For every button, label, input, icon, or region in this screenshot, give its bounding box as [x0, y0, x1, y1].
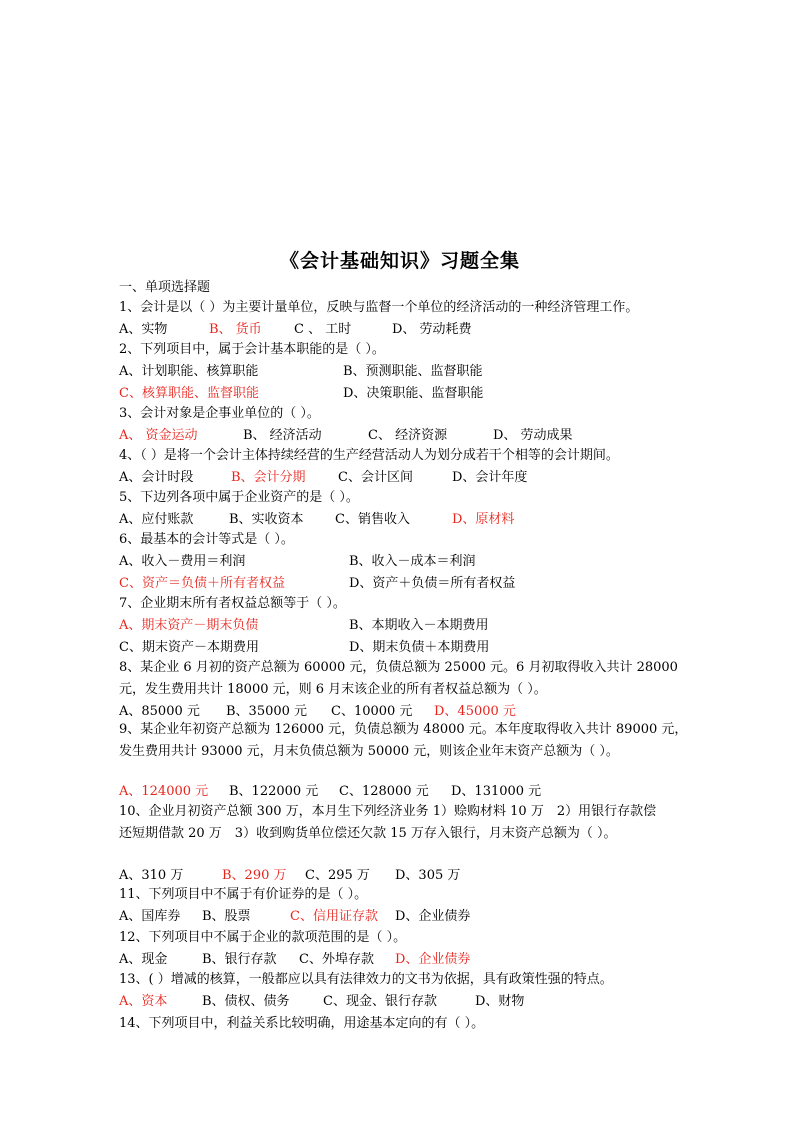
- correct-answer-option: A、124000 元: [119, 784, 209, 799]
- answer-option: B、股票: [202, 909, 251, 924]
- question-stem: 3、会计对象是企事业单位的（ ）。: [119, 406, 320, 421]
- correct-answer-option: B、会计分期: [231, 470, 306, 485]
- correct-answer-option: B、 货币: [209, 322, 262, 337]
- answer-option: A、85000 元: [119, 704, 200, 719]
- options-row: [119, 554, 719, 570]
- answer-option: D、财物: [475, 994, 525, 1009]
- correct-answer-option: D、45000 元: [434, 704, 516, 719]
- question-stem: 还短期借款 20 万 3）收到购货单位偿还欠款 15 万存入银行，月末资产总额为（ ）。: [119, 826, 617, 841]
- correct-answer-option: C、资产＝负债＋所有者权益: [119, 576, 285, 591]
- question-stem: 8、某企业 6 月初的资产总额为 60000 元，负债总额为 25000 元。6 月初取得收入共计 28000: [119, 660, 678, 675]
- question-stem: 13、( ）增减的核算，一般都应以具有法律效力的文书为依据，具有政策性强的特点。: [119, 972, 613, 987]
- answer-option: D、决策职能、监督职能: [343, 386, 484, 401]
- options-row: [119, 704, 719, 720]
- answer-option: B、本期收入－本期费用: [349, 618, 489, 633]
- correct-answer-option: B、290 万: [222, 868, 287, 883]
- document-title: 《会计基础知识》习题全集: [279, 250, 520, 272]
- answer-option: B、债权、债务: [202, 994, 290, 1009]
- options-row: [119, 909, 719, 925]
- correct-answer-option: A、资本: [119, 994, 168, 1009]
- question-stem: 1、会计是以（ ）为主要计量单位，反映与监督一个单位的经济活动的一种经济管理工作。: [119, 300, 639, 315]
- answer-option: D、资产＋负债＝所有者权益: [349, 576, 516, 591]
- options-row: [119, 952, 719, 968]
- answer-option: C、外埠存款: [299, 952, 374, 967]
- answer-option: C、会计区间: [338, 470, 413, 485]
- question-stem: 12、下列项目中不属于企业的款项范围的是（ ）。: [119, 930, 407, 945]
- options-row: [119, 512, 719, 528]
- correct-answer-option: D、企业债券: [395, 952, 471, 967]
- answer-option: A、计划职能、核算职能: [119, 364, 259, 379]
- question-stem: 元，发生费用共计 18000 元，则 6 月末该企业的所有者权益总额为（ ）。: [119, 682, 547, 697]
- correct-answer-option: A、期末资产－期末负债: [119, 618, 259, 633]
- question-stem: 7、企业期末所有者权益总额等于（ ）。: [119, 596, 346, 611]
- answer-option: D、会计年度: [452, 470, 528, 485]
- correct-answer-option: D、原材料: [452, 512, 515, 527]
- options-row: [119, 386, 719, 402]
- answer-option: C、 经济资源: [368, 428, 448, 443]
- options-row: [119, 994, 719, 1010]
- question-stem: 发生费用共计 93000 元，月末负债总额为 50000 元，则该企业年末资产总额为（ ）。: [119, 744, 619, 759]
- answer-option: D、305 万: [395, 868, 461, 883]
- answer-option: A、310 万: [119, 868, 184, 883]
- options-row: [119, 322, 719, 338]
- question-stem: 6、最基本的会计等式是（ ）。: [119, 532, 294, 547]
- question-stem: 2、下列项目中，属于会计基本职能的是（ ）。: [119, 342, 385, 357]
- answer-option: D、 劳动耗费: [392, 322, 472, 337]
- answer-option: B、 经济活动: [243, 428, 322, 443]
- options-row: [119, 640, 719, 656]
- answer-option: C、现金、银行存款: [323, 994, 437, 1009]
- correct-answer-option: A、 资金运动: [119, 428, 198, 443]
- options-row: [119, 576, 719, 592]
- section-heading: 一、单项选择题: [119, 280, 211, 295]
- question-stem: 11、下列项目中不属于有价证券的是（ ）。: [119, 887, 368, 902]
- question-stem: 4、（ ）是将一个会计主体持续经营的生产经营活动人为划分成若干个相等的会计期间。: [119, 448, 619, 463]
- answer-option: D、企业债券: [395, 909, 471, 924]
- answer-option: A、应付账款: [119, 512, 194, 527]
- answer-option: B、收入－成本＝利润: [349, 554, 476, 569]
- answer-option: C、295 万: [305, 868, 370, 883]
- options-row: [119, 868, 719, 884]
- answer-option: A、实物: [119, 322, 168, 337]
- answer-option: C、销售收入: [335, 512, 410, 527]
- question-stem: 10、企业月初资产总额 300 万，本月生下列经济业务 1）赊购材料 10 万 2）用银行存款偿: [119, 804, 657, 819]
- answer-option: B、35000 元: [226, 704, 308, 719]
- answer-option: A、收入－费用＝利润: [119, 554, 246, 569]
- answer-option: A、国库券: [119, 909, 181, 924]
- answer-option: D、 劳动成果: [493, 428, 573, 443]
- options-row: [119, 784, 719, 800]
- correct-answer-option: C、核算职能、监督职能: [119, 386, 259, 401]
- answer-option: C、128000 元: [339, 784, 429, 799]
- answer-option: B、预测职能、监督职能: [343, 364, 483, 379]
- answer-option: B、122000 元: [229, 784, 319, 799]
- answer-option: A、会计时段: [119, 470, 194, 485]
- answer-option: B、银行存款: [202, 952, 277, 967]
- answer-option: A、现金: [119, 952, 168, 967]
- answer-option: B、实收资本: [229, 512, 304, 527]
- correct-answer-option: C、信用证存款: [290, 909, 378, 924]
- answer-option: C、10000 元: [331, 704, 413, 719]
- options-row: [119, 364, 719, 380]
- answer-option: D、131000 元: [451, 784, 542, 799]
- answer-option: C、期末资产－本期费用: [119, 640, 259, 655]
- answer-option: D、期末负债＋本期费用: [349, 640, 490, 655]
- answer-option: C 、 工时: [294, 322, 352, 337]
- options-row: [119, 428, 719, 444]
- question-stem: 9、某企业年初资产总额为 126000 元，负债总额为 48000 元。本年度取得收入共计 89000 元，: [119, 722, 688, 737]
- question-stem: 5、下边列各项中属于企业资产的是（ ）。: [119, 490, 359, 505]
- question-stem: 14、下列项目中，利益关系比较明确，用途基本定向的有（ ）。: [119, 1016, 485, 1031]
- options-row: [119, 618, 719, 634]
- options-row: [119, 470, 719, 486]
